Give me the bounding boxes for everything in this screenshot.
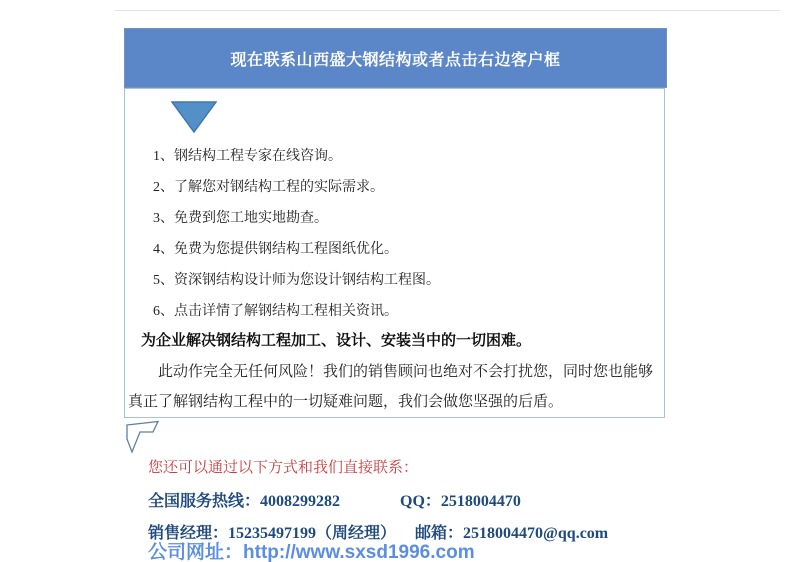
steps-list bbox=[125, 141, 664, 327]
qq-number: 2518004470 bbox=[440, 493, 521, 510]
qq-label: QQ： bbox=[400, 493, 441, 510]
step-item-3: 3、免费到您工地实地勘查。 bbox=[153, 211, 328, 226]
down-triangle-icon bbox=[171, 101, 217, 133]
step-item-5: 5、资深钢结构设计师为您设计钢结构工程图。 bbox=[153, 273, 440, 288]
manager-phone: 15235497199（周经理） bbox=[228, 525, 397, 542]
banner-title: 现在联系山西盛大钢结构或者点击右边客户框 bbox=[230, 51, 561, 69]
step-item-6: 6、点击详情了解钢结构工程相关资讯。 bbox=[153, 304, 398, 319]
email-label: 邮箱： bbox=[415, 525, 464, 542]
website-row bbox=[148, 537, 475, 562]
hotline-label: 全国服务热线： bbox=[148, 493, 261, 510]
email-address: 2518004470@qq.com bbox=[463, 525, 609, 542]
corner-flag-icon bbox=[124, 419, 164, 455]
step-item-4: 4、免费为您提供钢结构工程图纸优化。 bbox=[153, 242, 398, 257]
contact-intro-text: 您还可以通过以下方式和我们直接联系： bbox=[148, 460, 419, 476]
steps-panel bbox=[124, 88, 665, 418]
qq-row bbox=[400, 488, 521, 511]
reassurance-paragraph: 此动作完全无任何风险！我们的销售顾问也绝对不会打扰您，同时您也能够真正了解钢结构工程中的一切疑难问题，我们会做您坚强的后盾。 bbox=[128, 364, 654, 410]
summary-bold-line: 为企业解决钢结构工程加工、设计、安装当中的一切困难。 bbox=[141, 333, 532, 349]
hotline-number: 4008299282 bbox=[260, 493, 341, 510]
top-divider bbox=[115, 10, 780, 11]
step-item-2: 2、了解您对钢结构工程的实际需求。 bbox=[153, 180, 384, 195]
manager-label: 销售经理： bbox=[148, 525, 229, 542]
hotline-row bbox=[148, 488, 340, 511]
website-label: 公司网址： bbox=[148, 542, 244, 562]
header-banner bbox=[124, 28, 667, 88]
step-item-1: 1、钢结构工程专家在线咨询。 bbox=[153, 149, 342, 164]
website-link[interactable]: http://www.sxsd1996.com bbox=[243, 542, 475, 562]
